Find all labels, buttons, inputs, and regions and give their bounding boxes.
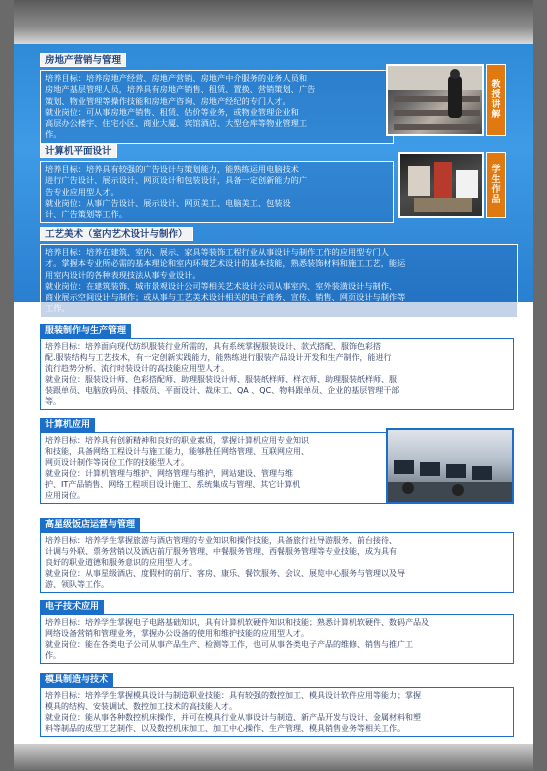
body-line: 用室内设计的各种表现技法从事专业设计。 — [45, 269, 201, 280]
body-line: 流行趋势分析、流行时装设计的高技能应用型人才。 — [45, 364, 229, 373]
body-line: 应用岗位。 — [45, 491, 85, 500]
section-hotel-management — [40, 512, 514, 593]
bottom-band — [14, 744, 533, 771]
body-line: 良好的职业道德和服务意识的应用型人才。 — [45, 558, 197, 567]
body-line: 培养目标：培养房地产经营、房地产营销、房地产中介服务的业务人员和 — [45, 73, 308, 83]
body-line: 才。掌握本专业所必需的基本理论和室内环境艺术设计的基本技能，熟悉装饰材料和施工工艺，能运 — [45, 258, 406, 269]
section-title: 工艺美术（室内艺术设计与制作） — [40, 227, 193, 241]
tag-char: 教 — [491, 80, 501, 90]
body-line: 就业岗位：能从事各种数控机床操作，并可在模具行业从事设计与制造、新产品开发与设计、金属材料和塑 — [45, 713, 421, 722]
body-line: 料等制品的成型工艺制作、以及数控机床加工、加工中心操作、生产管理、模具销售业务等相关工作。 — [45, 724, 405, 733]
body-line: 就业岗位：从事星级酒店、度假村的前厅、客房、康乐、餐饮服务、会议、展览中心服务与管理以及导 — [45, 569, 405, 578]
body-line: 就业岗位：能在各类电子公司从事产品生产、检测等工作，也可从事各类电子产品的维修、销售与推广工 — [45, 640, 413, 649]
body-line: 装跟单员、电脑放码员、排版员、平面设计、裁床工、QA 、QC、物料跟单员、企业的基层管理干部 — [45, 386, 400, 395]
body-line: 培养目标：培养在建筑、室内、展示、家具等装饰工程行业从事设计与制作工作的应用型专门人 — [45, 247, 389, 257]
body-line: 工作。 — [45, 303, 70, 314]
section-body — [40, 614, 514, 664]
body-line: 培养目标：培养学生掌握旅游与酒店管理的专业知识和操作技能，具备旅行社导游服务、前台接待、 — [45, 536, 397, 545]
classroom-illustration — [388, 66, 484, 136]
body-line: 作。 — [45, 129, 62, 140]
section-body — [40, 338, 514, 410]
section-title: 房地产营销与管理 — [40, 53, 126, 67]
section-mold-manufacturing — [40, 667, 514, 737]
section-body — [40, 432, 396, 504]
body-line: 进行广告设计、展示设计、网页设计和包装设计，具备一定创新能力的广 — [45, 175, 308, 186]
student-work-side-tag — [486, 152, 506, 218]
section-computer-application — [40, 412, 396, 504]
body-line: 就业岗位：计算机管理与维护、网络管理与维护，网站建设、管理与维 — [45, 469, 293, 478]
student-work-photo — [398, 152, 484, 218]
body-line: 高层办公楼宇、住宅小区、商业大厦、宾馆酒店、大型仓库等物业管理工 — [45, 118, 308, 129]
body-line: 商业展示空间设计与制作；或从事与工艺美术设计相关的电子商务、宣传、销售、网页设计与制作等 — [45, 292, 406, 303]
section-title: 计算机平面设计 — [40, 144, 117, 158]
body-line: 作。 — [45, 651, 61, 660]
tag-char: 讲 — [491, 100, 501, 110]
body-line: 就业岗位：从事广告设计、展示设计、网页美工、电脑美工、包装设 — [45, 197, 291, 208]
tag-char: 品 — [491, 195, 501, 205]
section-title: 计算机应用 — [40, 418, 95, 432]
section-body — [40, 244, 518, 318]
computer-lab-illustration — [388, 430, 514, 504]
section-electronics — [40, 594, 514, 664]
body-line: 计调与外联、票务营销以及酒店前厅服务管理、中餐服务管理、西餐服务管理等专业技能，成为具有 — [45, 547, 397, 556]
body-line: 培养目标：培养具有较强的广告设计与策划能力，能熟练运用电脑技术 — [45, 164, 299, 174]
body-line: 就业岗位：在建筑装饰、城市景观设计公司等相关艺术设计公司从事室内、室外装潢设计与制作、 — [45, 280, 398, 291]
section-title: 高星级饭店运营与管理 — [40, 518, 140, 532]
section-title: 服装制作与生产管理 — [40, 324, 131, 338]
body-line: 培养目标：培养具有创新精神和良好的职业素质，掌握计算机应用专业知识 — [45, 436, 309, 445]
body-line: 策划、物业管理等操作技能和房地产咨询、房地产经纪的专门人才。 — [45, 95, 291, 106]
classroom-lecture-photo — [386, 64, 484, 136]
section-graphic-design — [40, 139, 394, 223]
section-body — [40, 532, 514, 593]
body-line: 网络设备营销和管理业务，掌握办公设备的使用和维护技能的应用型人才。 — [45, 629, 309, 638]
section-real-estate — [40, 48, 394, 144]
tag-char: 生 — [491, 175, 501, 185]
section-body — [40, 161, 394, 223]
section-title: 模具制造与技术 — [40, 673, 113, 687]
computer-lab-photo — [386, 428, 514, 504]
body-line: 等。 — [45, 397, 61, 406]
body-line: 配.服装结构与工艺技术，有一定创新实践能力，能熟练进行服装产品设计开发和生产制作，能进行 — [45, 353, 392, 362]
body-line: 计、广告策划等工作。 — [45, 209, 127, 220]
section-garment — [40, 318, 514, 410]
body-line: 游、领队等工作。 — [45, 580, 109, 589]
body-line: 护、IT产品销售、网络工程项目设计施工、系统集成与管理、其它计算机 — [45, 480, 301, 489]
body-line: 告专业应用型人才。 — [45, 186, 119, 197]
brochure-page — [14, 0, 533, 771]
section-body — [40, 687, 514, 737]
body-line: 就业岗位：服装设计师、色彩搭配师、助理服装设计师、服装纸样师、样衣师、助理服装纸样师、服 — [45, 375, 397, 384]
body-line: 模具的结构、安装调试、数控加工技术的高技能人才。 — [45, 702, 237, 711]
section-body — [40, 70, 394, 144]
tag-char: 作 — [491, 185, 501, 195]
body-line: 就业岗位：可从事房地产销售、租赁、估价等业务，或物业管理企业和 — [45, 106, 299, 117]
tag-char: 学 — [491, 165, 501, 175]
body-line: 网页设计制作等岗位工作的技能型人才。 — [45, 458, 189, 467]
lecture-side-tag — [486, 64, 506, 136]
body-line: 培养目标：培养学生掌握模具设计与制造职业技能：具有较强的数控加工、模具设计软件应用等能力；掌握 — [45, 691, 421, 700]
student-work-illustration — [400, 154, 484, 218]
section-arts-crafts — [40, 222, 518, 318]
body-line: 培养目标：培养面向现代纺织服装行业所需的，具有系统掌握服装设计、款式搭配、服饰色彩搭 — [45, 342, 381, 351]
tag-char: 解 — [491, 110, 501, 120]
body-line: 和技能，具备网络工程设计与施工能力，能够胜任网络管理、互联网应用、 — [45, 447, 309, 456]
tag-char: 授 — [491, 90, 501, 100]
body-line: 培养目标：培养学生掌握电子电路基础知识，具有计算机软硬件知识和技能；熟悉计算机软硬件、数码产品及 — [45, 618, 429, 627]
body-line: 房地产基层管理人员，培养具有房地产销售、租赁、置换、营销策划、广告 — [45, 84, 316, 95]
section-title: 电子技术应用 — [40, 600, 104, 614]
top-band — [14, 0, 533, 44]
